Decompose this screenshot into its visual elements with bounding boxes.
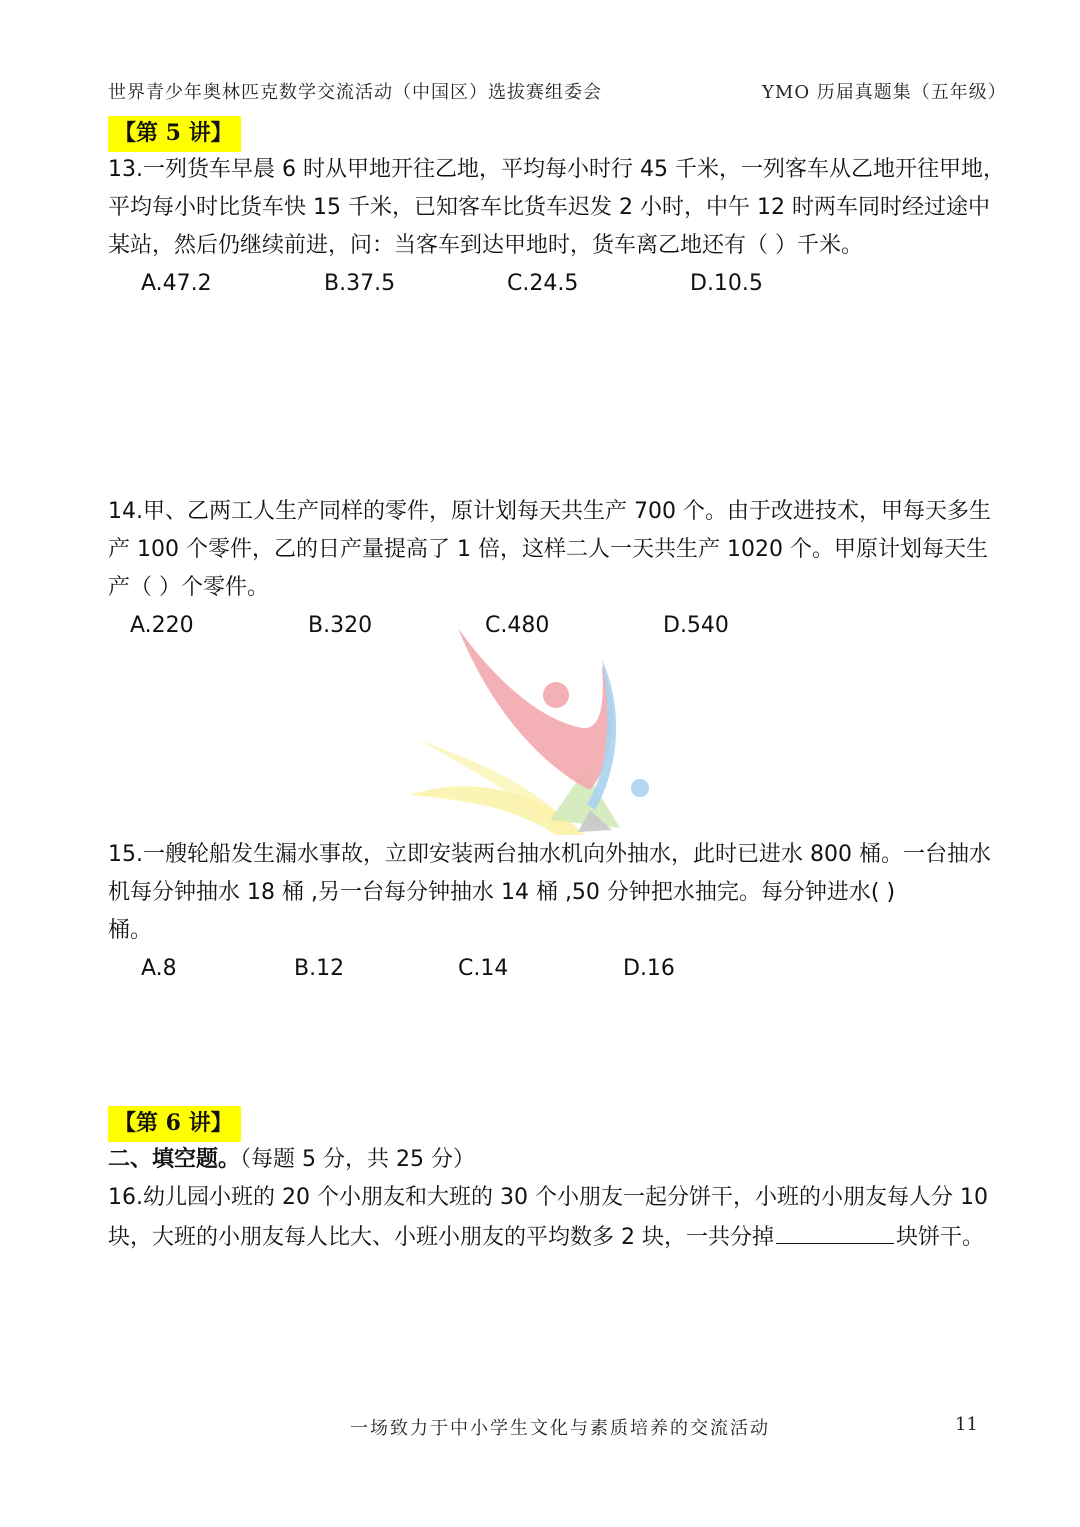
footer-slogan: 一场致力于中小学生文化与素质培养的交流活动	[350, 1418, 770, 1439]
lecture-number: 5	[165, 120, 181, 146]
q15-option-c: C.14	[458, 956, 509, 981]
lecture-tag-close: 讲】	[180, 121, 233, 146]
q16-line-2-end: 块饼干。	[896, 1225, 985, 1250]
q14-line-2: 产 100 个零件，乙的日产量提高了 1 倍，这样二人一天共生产 1020 个。甲原计划每天生	[108, 537, 988, 562]
q14-option-d: D.540	[663, 613, 729, 638]
q13-option-b: B.37.5	[324, 271, 396, 296]
lecture-tag-close: 讲】	[180, 1111, 233, 1136]
header-organizer: 世界青少年奥林匹克数学交流活动（中国区）选拔赛组委会	[108, 82, 602, 103]
section-2-title: 二、填空题。	[108, 1147, 241, 1172]
q15-option-b: B.12	[294, 956, 345, 981]
section-2-scoring-note: （每题 5 分，共 25 分）	[240, 1147, 475, 1172]
q15-option-a: A.8	[141, 956, 177, 981]
q14-option-b: B.320	[308, 613, 373, 638]
q13-line-2: 平均每小时比货车快 15 千米，已知客车比货车迟发 2 小时，中午 12 时两车同时经过途中	[108, 195, 990, 220]
q14-option-c: C.480	[485, 613, 550, 638]
q15-line-3: 桶。	[108, 918, 153, 943]
lecture-tag-open: 【第	[114, 1111, 166, 1136]
lecture-5-tag	[108, 116, 241, 152]
q13-line-3: 某站，然后仍继续前进，问：当客车到达甲地时，货车离乙地还有（ ）千米。	[108, 233, 863, 258]
q16-answer-blank	[776, 1221, 894, 1244]
q14-line-1: 14.甲、乙两工人生产同样的零件，原计划每天共生产 700 个。由于改进技术，甲每天多生	[108, 499, 991, 524]
q13-option-c: C.24.5	[507, 271, 579, 296]
section-2-heading	[108, 1145, 475, 1175]
lecture-6-tag	[108, 1106, 241, 1142]
lecture-number: 6	[165, 1110, 181, 1136]
q15-option-d: D.16	[623, 956, 675, 981]
q13-option-a: A.47.2	[141, 271, 212, 296]
header-book-title: YMO 历届真题集（五年级）	[762, 82, 1007, 103]
q14-option-a: A.220	[130, 613, 194, 638]
q16-line-2-text: 块，大班的小朋友每人比大、小班小朋友的平均数多 2 块，一共分掉	[108, 1225, 774, 1250]
page-number: 11	[955, 1414, 978, 1435]
lecture-tag-open: 【第	[114, 121, 166, 146]
q14-line-3: 产（ ）个零件。	[108, 575, 269, 600]
q16-line-1: 16.幼儿园小班的 20 个小朋友和大班的 30 个小朋友一起分饼干，小班的小朋友每人分 10	[108, 1185, 988, 1210]
q15-line-2: 机每分钟抽水 18 桶 ,另一台每分钟抽水 14 桶 ,50 分钟把水抽完。每分钟进水( )	[108, 880, 896, 905]
q15-line-1: 15.一艘轮船发生漏水事故，立即安装两台抽水机向外抽水，此时已进水 800 桶。一台抽水	[108, 842, 991, 867]
q13-line-1: 13.一列货车早晨 6 时从甲地开往乙地，平均每小时行 45 千米，一列客车从乙地开往甲地，	[108, 157, 1005, 182]
q16-line-2	[108, 1221, 984, 1253]
organizer-logo-watermark	[400, 620, 670, 844]
q13-option-d: D.10.5	[690, 271, 763, 296]
